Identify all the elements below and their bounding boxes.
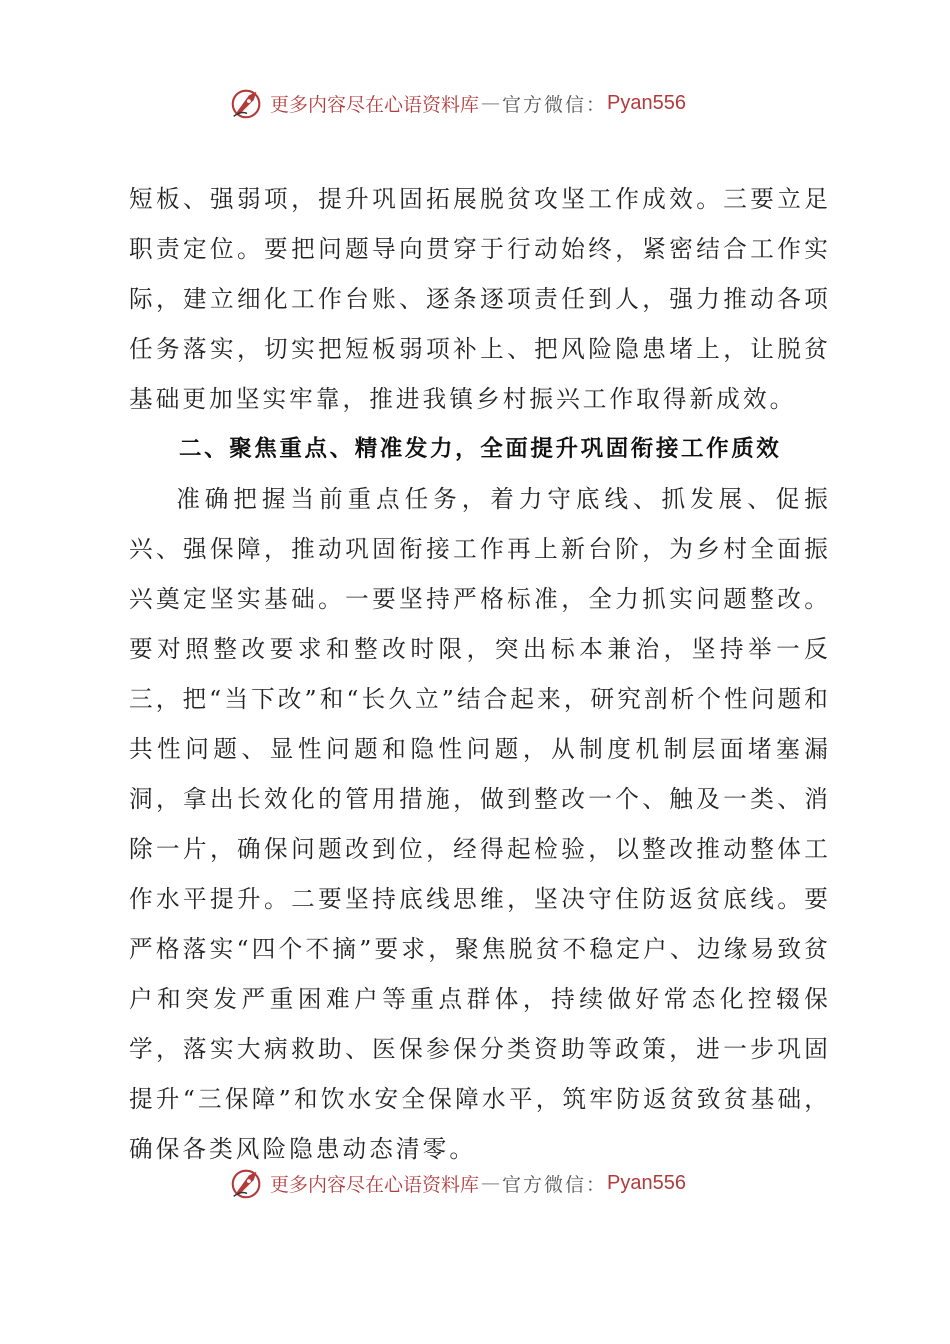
document-body (129, 174, 831, 1174)
paragraph-continued: 短板、强弱项，提升巩固拓展脱贫攻坚工作成效。三要立足职责定位。要把问题导向贯穿于行动始终，紧密结合工作实际，建立细化工作台账、逐条逐项责任到人，强力推动各项任务落实，切实把短板弱项补上、把风险隐患堵上，让脱贫基础更加坚实牢靠，推进我镇乡村振兴工作取得新成效。 (129, 185, 831, 413)
banner-brand-text: 更多内容尽在心语资料库 (270, 93, 480, 116)
banner-wechat-label: 官方微信： (502, 93, 608, 116)
pen-nib-logo-icon (228, 1164, 266, 1202)
banner-wechat-id: Pyan556 (607, 1171, 686, 1194)
footer-watermark-banner (228, 1163, 788, 1203)
banner-separator: — (481, 1172, 501, 1194)
banner-separator: — (481, 92, 501, 114)
header-watermark-banner (228, 83, 788, 123)
paragraph-section-2: 准确把握当前重点任务，着力守底线、抓发展、促振兴、强保障，推动巩固衔接工作再上新台阶，为乡村全面振兴奠定坚实基础。一要坚持严格标准，全力抓实问题整改。要对照整改要求和整改时限，突出标本兼治，坚持举一反三，把“当下改”和“长久立”结合起来，研究剖析个性问题和共性问题、显性问题和隐性问题，从制度机制层面堵塞漏洞，拿出长效化的管用措施，做到整改一个、触及一类、消除一片，确保问题改到位，经得起检验，以整改推动整体工作水平提升。二要坚持底线思维，坚决守住防返贫底线。要严格落实“四个不摘”要求，聚焦脱贫不稳定户、边缘易致贫户和突发严重困难户等重点群体，持续做好常态化控辍保学，落实大病救助、医保参保分类资助等政策，进一步巩固提升“三保障”和饮水安全保障水平，筑牢防返贫致贫基础，确保各类风险隐患动态清零。 (129, 485, 831, 1163)
section-heading-2: 二、聚焦重点、精准发力，全面提升巩固衔接工作质效 (179, 436, 782, 462)
pen-nib-logo-icon (228, 84, 266, 122)
banner-wechat-label: 官方微信： (502, 1173, 608, 1196)
banner-brand-text: 更多内容尽在心语资料库 (270, 1173, 480, 1196)
banner-wechat-id: Pyan556 (607, 91, 686, 114)
